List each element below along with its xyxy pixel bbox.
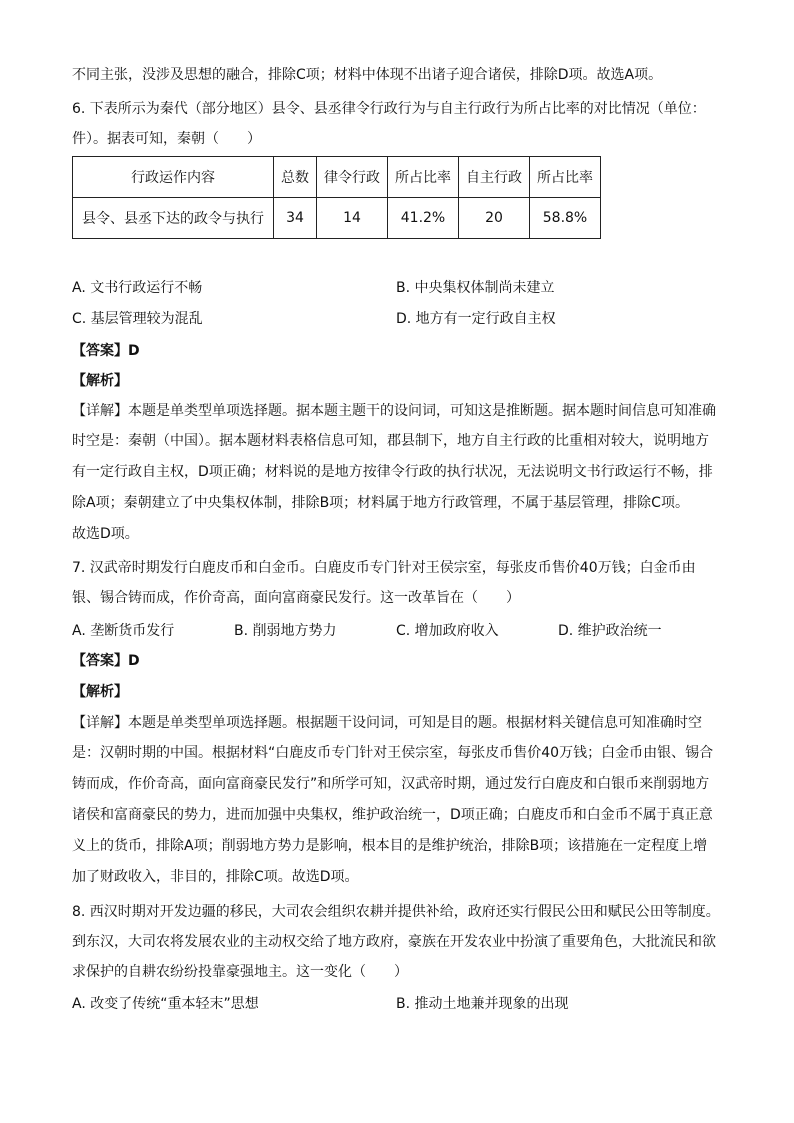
question-6-stem-line-2: 件）。据表可知，秦朝（ ）: [72, 131, 261, 147]
question-7-detail-line: 诸侯和富商豪民的势力，进而加强中央集权，维护政治统一，D项正确；白鹿皮币和白金币不属于真正意: [72, 807, 713, 823]
table-cell: 14: [317, 198, 388, 239]
question-8-stem-line-2: 到东汉，大司农将发展农业的主动权交给了地方政府，豪族在开发农业中扮演了重要角色，大批流民和欲: [72, 934, 716, 950]
table-header-cell: 总数: [274, 157, 317, 198]
question-6-option-d: D. 地方有一定行政自主权: [396, 311, 556, 327]
prev-answer-tail: 不同主张，没涉及思想的融合，排除C项；材料中体现不出诸子迎合诸侯，排除D项。故选A项。: [72, 67, 663, 83]
question-6-answer: 【答案】D: [72, 343, 140, 359]
question-6-option-b: B. 中央集权体制尚未建立: [396, 280, 555, 296]
question-7-option-a: A. 垄断货币发行: [72, 623, 175, 639]
question-7-stem-line-2: 银、锡合铸而成，作价奇高，面向富商豪民发行。这一改革旨在（ ）: [72, 590, 520, 606]
table-header-row: [73, 157, 601, 198]
question-6-detail-line: 时空是：秦朝（中国）。据本题材料表格信息可知，郡县制下，地方自主行政的比重相对较大，说明地方: [72, 433, 709, 449]
table-header-cell: 自主行政: [459, 157, 530, 198]
question-6-detail-line: 故选D项。: [72, 526, 139, 542]
question-6-option-a: A. 文书行政运行不畅: [72, 280, 203, 296]
table-cell: 58.8%: [530, 198, 601, 239]
table-cell: 34: [274, 198, 317, 239]
question-8-option-b: B. 推动土地兼并现象的出现: [396, 996, 569, 1012]
question-8-stem-line-3: 求保护的自耕农纷纷投靠豪强地主。这一变化（ ）: [72, 964, 408, 980]
table-header-cell: 行政运作内容: [73, 157, 274, 198]
table-header-cell: 所占比率: [388, 157, 459, 198]
question-7-option-d: D. 维护政治统一: [558, 623, 662, 639]
question-6-stem-line-1: 6. 下表所示为秦代（部分地区）县令、县丞律令行政行为与自主行政行为所占比率的对比情况（单位：: [72, 101, 706, 117]
question-6-detail-line: 【详解】本题是单类型单项选择题。据本题主题干的设问词，可知这是推断题。据本题时间信息可知准确: [72, 403, 716, 419]
table-header-cell: 律令行政: [317, 157, 388, 198]
question-7-detail-line: 加了财政收入，非目的，排除C项。故选D项。: [72, 869, 359, 885]
question-7-detail-line: 【详解】本题是单类型单项选择题。根据题干设问词，可知是目的题。根据材料关键信息可知准确时空: [72, 715, 702, 731]
question-6-detail-line: 有一定行政自主权，D项正确；材料说的是地方按律令行政的执行状况，无法说明文书行政运行不畅，排: [72, 464, 713, 480]
question-7-option-c: C. 增加政府收入: [396, 623, 499, 639]
question-6-detail-line: 除A项；秦朝建立了中央集权体制，排除B项；材料属于地方行政管理，不属于基层管理，排除C项。: [72, 495, 689, 511]
question-7-option-b: B. 削弱地方势力: [234, 623, 337, 639]
table-row: [73, 198, 601, 239]
question-7-analysis-label: 【解析】: [72, 684, 128, 700]
question-6-analysis-label: 【解析】: [72, 373, 128, 389]
question-8-option-a: A. 改变了传统“重本轻末”思想: [72, 996, 259, 1012]
question-6-option-c: C. 基层管理较为混乱: [72, 311, 203, 327]
question-7-detail-line: 义上的货币，排除A项；削弱地方势力是影响，根本目的是维护统治，排除B项；该措施在一定程度上增: [72, 838, 708, 854]
table-cell: 20: [459, 198, 530, 239]
table-cell: 县令、县丞下达的政令与执行: [73, 198, 274, 239]
table-header-cell: 所占比率: [530, 157, 601, 198]
question-6-table: [72, 156, 601, 239]
question-7-answer: 【答案】D: [72, 653, 140, 669]
question-8-stem-line-1: 8. 西汉时期对开发边疆的移民，大司农会组织农耕并提供补给，政府还实行假民公田和赋民公田等制度。: [72, 904, 720, 920]
question-7-detail-line: 铸而成，作价奇高，面向富商豪民发行”和所学可知，汉武帝时期，通过发行白鹿皮和白银币来削弱地方: [72, 776, 710, 792]
table-cell: 41.2%: [388, 198, 459, 239]
question-7-stem-line-1: 7. 汉武帝时期发行白鹿皮币和白金币。白鹿皮币专门针对王侯宗室，每张皮币售价40万钱；白金币由: [72, 560, 696, 576]
question-7-detail-line: 是：汉朝时期的中国。根据材料“白鹿皮币专门针对王侯宗室，每张皮币售价40万钱；白金币由银、锡合: [72, 745, 714, 761]
